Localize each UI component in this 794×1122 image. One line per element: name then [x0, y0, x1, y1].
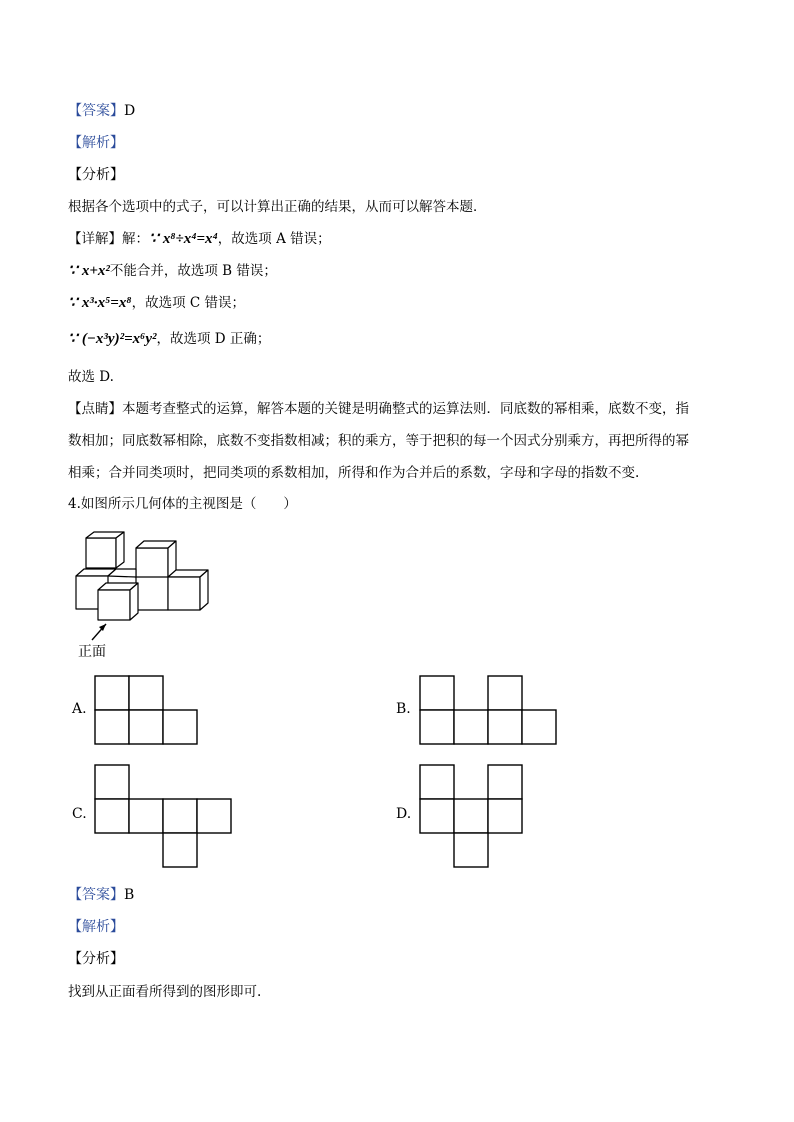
- cell: [95, 710, 129, 744]
- answer-value: B: [124, 887, 135, 903]
- answer-tag: 【答案】: [68, 103, 124, 119]
- detail-d-text: ，故选项 D 正确；: [156, 331, 271, 347]
- detail-lead: 解：: [122, 231, 149, 247]
- option-b-figure: [420, 676, 558, 744]
- detail-line-b: [68, 261, 277, 281]
- because-symbol: ∵: [68, 295, 78, 311]
- option-a-figure: [95, 676, 199, 744]
- detail-b-text: 不能合并，故选项 B 错误；: [109, 263, 277, 279]
- cell: [163, 799, 197, 833]
- option-d-figure: [420, 765, 524, 867]
- detail-line-d: [68, 329, 270, 349]
- cube-back-top-left: [86, 538, 116, 568]
- front-label: 正面: [78, 644, 106, 660]
- dianjing-line-2: 数相加；同底数幂相除，底数不变指数相减；积的乘方，等于把积的每一个因式分别乘方，再把所得的幂: [68, 433, 689, 449]
- expr-b: x+x²: [81, 263, 110, 279]
- cell: [488, 799, 522, 833]
- conclusion: 故选 D.: [68, 369, 114, 385]
- detail-tag: 【详解】: [68, 231, 122, 247]
- cell: [420, 765, 454, 799]
- cell: [163, 833, 197, 867]
- dianjing-tag: 【点睛】: [68, 401, 122, 417]
- fenxi-tag-2: 【分析】: [68, 951, 124, 967]
- cube-back-top-right: [136, 548, 168, 578]
- because-symbol: ∵: [68, 263, 78, 279]
- cell: [420, 799, 454, 833]
- expr-c: x³·x⁵=x⁸: [81, 295, 132, 311]
- cube-bottom-mid: [136, 577, 168, 610]
- cell: [129, 676, 163, 710]
- cube-bottom-right-side: [200, 570, 208, 610]
- answer-value: D: [124, 103, 136, 119]
- cell: [488, 676, 522, 710]
- cell: [420, 710, 454, 744]
- cell: [197, 799, 231, 833]
- because-symbol: ∵: [68, 331, 78, 347]
- option-c-label: C.: [72, 806, 87, 822]
- fenxi-text-1: 根据各个选项中的式子，可以计算出正确的结果，从而可以解答本题．: [68, 199, 487, 215]
- detail-a-text: ，故选项 A 错误；: [217, 231, 331, 247]
- option-c-figure: [95, 765, 233, 867]
- fenxi-text-2: 找到从正面看所得到的图形即可.: [68, 984, 262, 1000]
- dianjing-line-3: 相乘；合并同类项时，把同类项的系数相加，所得和作为合并后的系数，字母和字母的指数不变.: [68, 465, 640, 481]
- cell: [163, 710, 197, 744]
- dianjing-text-1: 本题考查整式的运算，解答本题的关键是明确整式的运算法则．同底数的幂相乘，底数不变，指: [122, 401, 689, 417]
- cell: [129, 799, 163, 833]
- cell: [454, 710, 488, 744]
- cube-back-top-left-side: [116, 532, 124, 568]
- analysis-tag-2: 【解析】: [68, 919, 124, 935]
- fenxi-tag-1: 【分析】: [68, 167, 124, 183]
- detail-c-text: ，故选项 C 错误；: [131, 295, 245, 311]
- cell: [129, 710, 163, 744]
- cell: [95, 765, 129, 799]
- cell: [522, 710, 556, 744]
- cube-bottom-right: [168, 577, 200, 610]
- cell: [488, 765, 522, 799]
- cell: [95, 799, 129, 833]
- cell: [454, 833, 488, 867]
- cube-front-side: [130, 583, 138, 620]
- question-4-stem: 4.如图所示几何体的主视图是（ ）: [68, 496, 297, 512]
- detail-line-c: [68, 293, 245, 313]
- option-d-label: D.: [396, 806, 412, 822]
- answer-tag: 【答案】: [68, 887, 124, 903]
- detail-line-a: [68, 229, 331, 249]
- option-a-label: A.: [72, 701, 87, 717]
- cell: [454, 799, 488, 833]
- option-b-label: B.: [396, 701, 411, 717]
- answer-line-1: [68, 101, 135, 121]
- cell: [488, 710, 522, 744]
- expr-a: x⁸÷x⁴=x⁴: [162, 231, 218, 247]
- cube-front: [98, 590, 130, 620]
- cell: [420, 676, 454, 710]
- dianjing-line-1: [68, 399, 689, 419]
- answer-line-2: [68, 885, 134, 905]
- analysis-tag-1: 【解析】: [68, 135, 124, 151]
- expr-d: (−x³y)²=x⁶y²: [81, 331, 157, 347]
- cell: [95, 676, 129, 710]
- because-symbol: ∵: [149, 231, 159, 247]
